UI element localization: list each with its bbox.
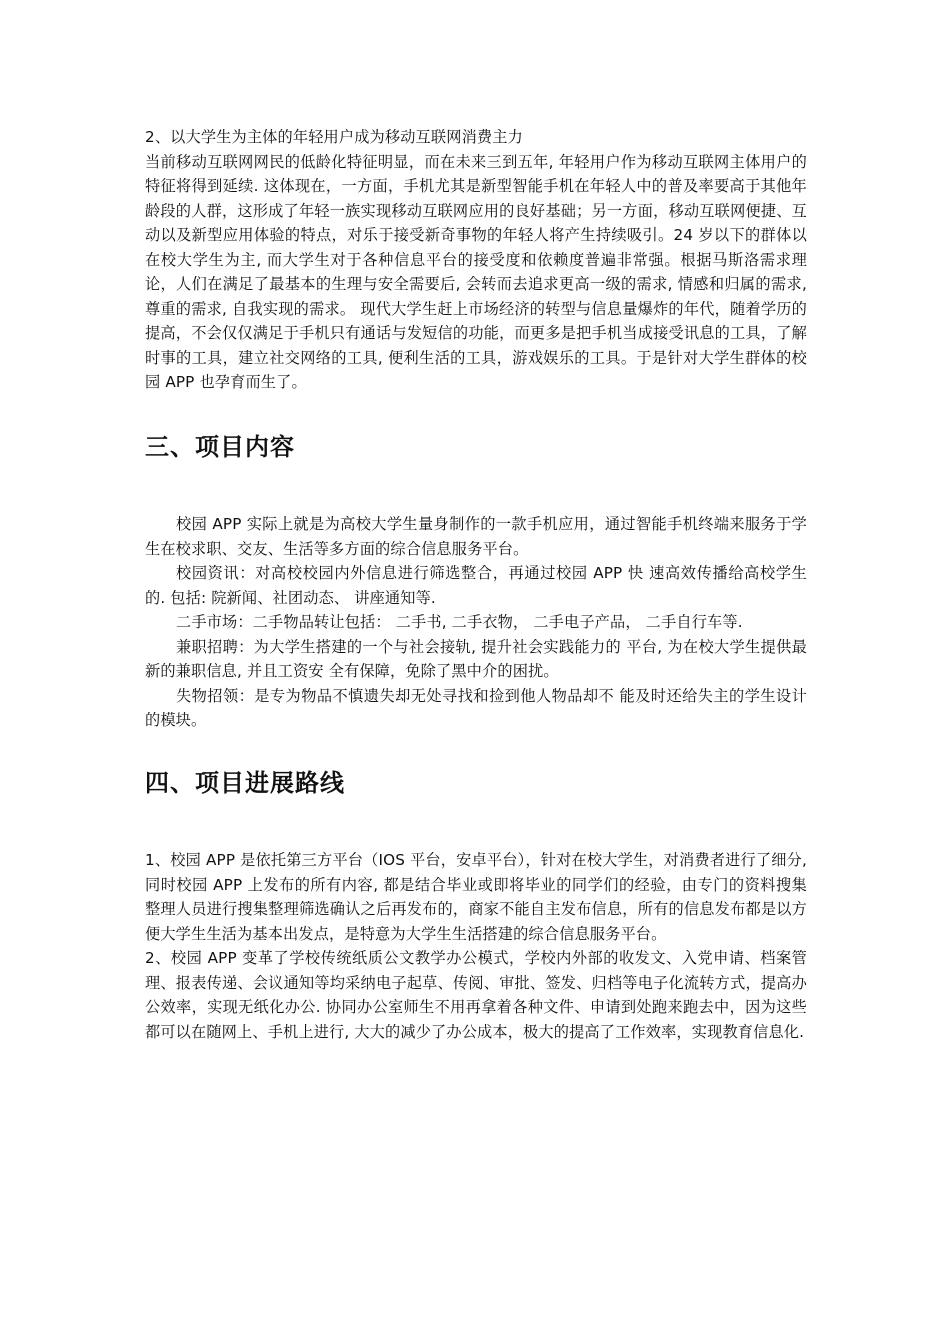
content-paragraph-overview: 校园 APP 实际上就是为高校大学生量身制作的一款手机应用，通过智能手机终端来服务于学生在校求职、交友、生活等多方面的综合信息服务平台。 [145,515,807,558]
intro-body-paragraph: 当前移动互联网网民的低龄化特征明显，而在未来三到五年, 年轻用户作为移动互联网主体用户的特征将得到延续. 这体现在，一方面，手机尤其是新型智能手机在年轻人中的普及率要高于其他年龄段的人群，这形成了年轻一族实现移动互联网应用的良好基础；另一方面，移动互联网便捷、互动以及新型应用体验的特点，对乐于接受新奇事物的年轻人将产生持续吸引。24 岁以下的群体以在校大学生为主, 而大学生对于各种信息平台的接受度和依赖度普遍非常强。根据马斯洛需求理论，人们在满足了最基本的生理与安全需要后, 会转而去追求更高一级的需求, 情感和归属的需求, 尊重的需求, 自我实现的需求。 现代大学生赶上市场经济的转型与信息量爆炸的年代，随着学历的提高，不会仅仅满足于手机只有通话与发短信的功能，而更多是把手机当成接受讯息的工具，了解时事的工具，建立社交网络的工具, 便利生活的工具，游戏娱乐的工具。于是针对大学生群体的校园 APP 也孕育而生了。 [145,152,807,391]
intro-subheading: 2、以大学生为主体的年轻用户成为移动互联网消费主力 [145,128,523,146]
intro-section [145,125,807,395]
content-paragraph-second-hand: 二手市场：二手物品转让包括： 二手书, 二手衣物， 二手电子产品， 二手自行车等. [176,613,743,631]
project-content-section [145,512,807,733]
content-paragraph-part-time-jobs: 兼职招聘：为大学生搭建的一个与社会接轨, 提升社会实践能力的 平台, 为在校大学生提供最新的兼职信息, 并且工资安 全有保障，免除了黑中介的困扰。 [145,637,807,680]
section-heading-project-content: 三、项目内容 [145,433,295,461]
content-paragraph-lost-and-found: 失物招领：是专为物品不慎遗失却无处寻找和捡到他人物品却不 能及时还给失主的学生设计的模块。 [145,686,807,729]
roadmap-paragraph-1: 1、校园 APP 是依托第三方平台（IOS 平台，安卓平台），针对在校大学生，对消费者进行了细分, 同时校园 APP 上发布的所有内容, 都是结合毕业或即将毕业的同学们的经验，由专门的资料搜集整理人员进行搜集整理筛选确认之后再发布的，商家不能自主发布信息，所有的信息发布都是以方便大学生生活为基本出发点，是特意为大学生生活搭建的综合信息服务平台。 [145,851,807,943]
roadmap-paragraph-2: 2、校园 APP 变革了学校传统纸质公文教学办公模式，学校内外部的收发文、入党申请、档案管理、报表传递、会议通知等均采纳电子起草、传阅、审批、签发、归档等电子化流转方式，提高办公效率，实现无纸化办公. 协同办公室师生不用再拿着各种文件、申请到处跑来跑去中，因为这些都可以在随网上、手机上进行, 大大的减少了办公成本，极大的提高了工作效率，实现教育信息化. [145,949,807,1041]
project-roadmap-section [145,848,807,1044]
section-heading-project-roadmap: 四、项目进展路线 [145,769,345,797]
content-paragraph-campus-news: 校园资讯：对高校校园内外信息进行筛选整合，再通过校园 APP 快 速高效传播给高校学生的. 包括: 院新闻、社团动态、 讲座通知等. [145,564,807,607]
